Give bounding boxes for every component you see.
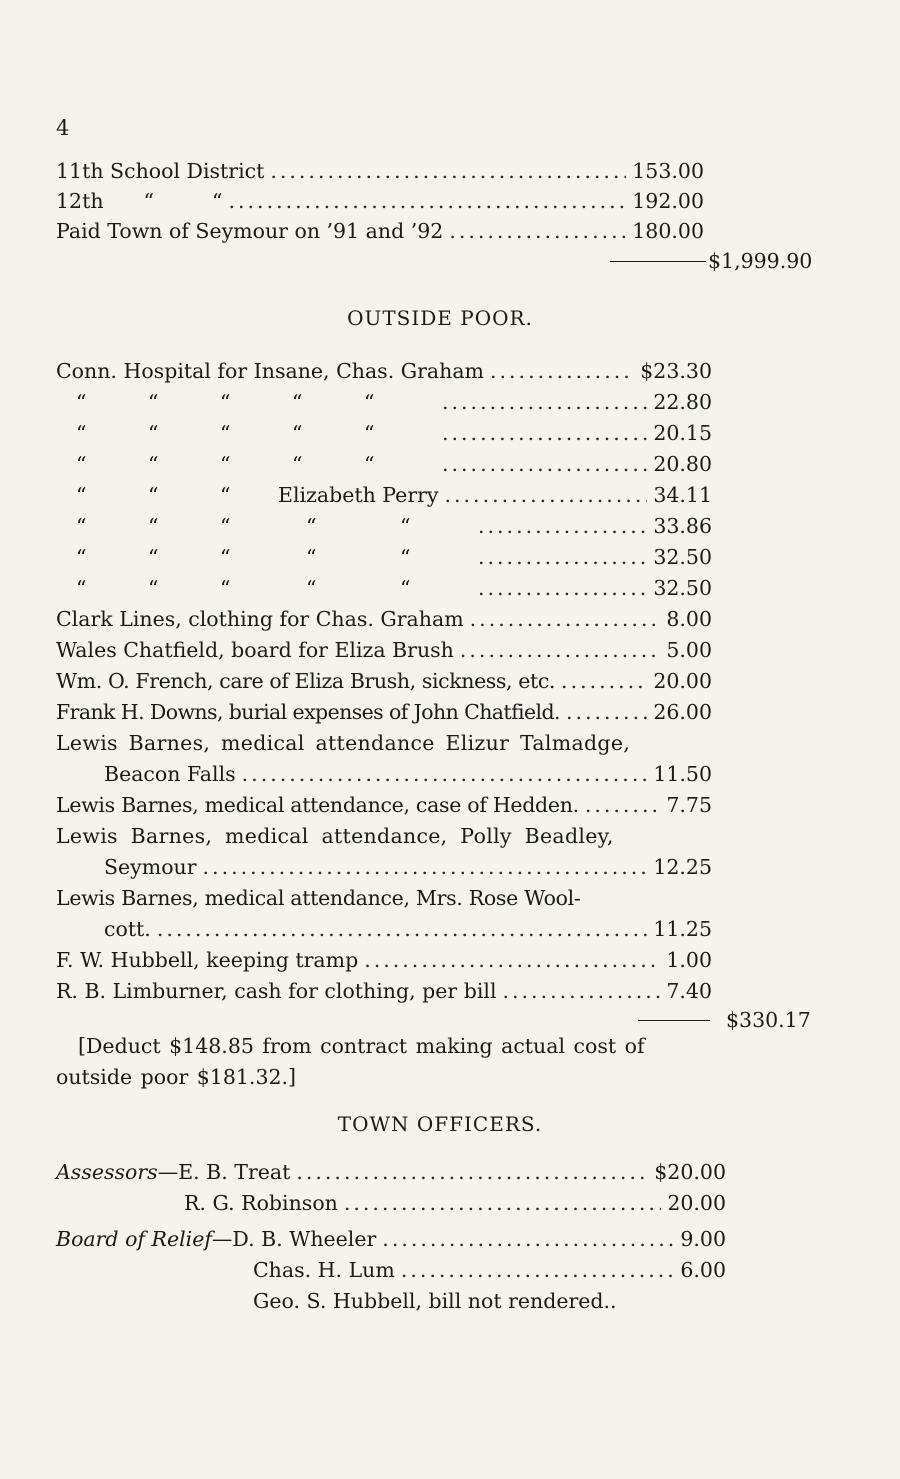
leader-dots (344, 1188, 661, 1218)
leader-dots (157, 914, 647, 944)
line-label: Lewis Barnes, medical attendance, case of Hedden. (56, 793, 579, 817)
ditto-mark: “ (400, 545, 411, 569)
ditto-mark: “ (364, 421, 375, 445)
ditto-group (76, 573, 472, 603)
ledger-line-ditto (76, 511, 712, 541)
officer-amount: 20.00 (667, 1191, 726, 1215)
ditto-mark: “ (400, 576, 411, 600)
leader-dots (382, 1224, 674, 1254)
leader-dots (449, 216, 626, 246)
ledger-line-clark-lines (56, 604, 712, 634)
line-amount: 20.00 (653, 669, 712, 693)
ledger-line-barnes-woolcott (56, 883, 712, 913)
page-number: 4 (56, 116, 70, 140)
line-label-continuation: Beacon Falls (104, 762, 236, 786)
line-label: Frank H. Downs, burial expenses of John Chatfield. (56, 700, 560, 724)
line-amount: 20.15 (653, 421, 712, 445)
leader-dots (478, 573, 647, 603)
leader-dots (442, 449, 647, 479)
line-amount: 26.00 (653, 700, 712, 724)
leader-dots (270, 156, 626, 186)
leader-dots (490, 356, 634, 386)
ditto-mark: “ (220, 421, 231, 445)
ditto-mark: “ (306, 514, 317, 538)
line-amount: 32.50 (653, 576, 712, 600)
line-label: Lewis Barnes, medical attendance, Mrs. Rose Wool- (56, 886, 581, 910)
line-amount: 8.00 (666, 607, 712, 631)
leader-dots (566, 697, 647, 727)
ledger-line-hospital (56, 356, 712, 386)
line-label: F. W. Hubbell, keeping tramp (56, 948, 359, 972)
leader-dots (503, 976, 661, 1006)
line-amount: 20.80 (653, 452, 712, 476)
total-rule (638, 1020, 710, 1021)
line-label: Lewis Barnes, medical attendance, Polly Beadley, (56, 824, 614, 848)
ditto-mark: “ (76, 514, 87, 538)
ditto-mark: “ (220, 576, 231, 600)
line-amount: 12.25 (653, 855, 712, 879)
officer-name: Geo. S. Hubbell, bill not rendered.. (253, 1289, 617, 1313)
ditto-mark: “ (212, 189, 223, 213)
ledger-line-ditto (76, 573, 712, 603)
ledger-line-hubbell-tramp (56, 945, 712, 975)
school-total-row (610, 246, 812, 276)
line-amount: 153.00 (632, 159, 704, 183)
line-amount: 192.00 (632, 189, 704, 213)
ditto-mark: “ (76, 545, 87, 569)
officer-name: E. B. Treat (178, 1160, 291, 1184)
ditto-mark: “ (148, 514, 159, 538)
line-label: Wm. O. French, care of Eliza Brush, sickness, etc. (56, 669, 556, 693)
ditto-mark: “ (148, 483, 159, 507)
ditto-mark: “ (220, 390, 231, 414)
board-of-relief-label: Board of Relief (56, 1227, 212, 1251)
line-amount: 34.11 (653, 483, 712, 507)
line-label: Elizabeth Perry (278, 483, 439, 507)
ledger-line-ditto (76, 418, 712, 448)
line-amount: 22.80 (653, 390, 712, 414)
line-label: Clark Lines, clothing for Chas. Graham (56, 607, 464, 631)
ledger-line-limburner (56, 976, 712, 1006)
ditto-mark: “ (148, 452, 159, 476)
ditto-mark: “ (148, 576, 159, 600)
assessors-label: Assessors (56, 1160, 158, 1184)
ledger-line-ditto (76, 387, 712, 417)
em-dash: — (211, 1227, 233, 1251)
line-amount: 5.00 (666, 638, 712, 662)
leader-dots (561, 666, 647, 696)
ledger-line-12th-school (56, 186, 704, 216)
line-amount: 32.50 (653, 545, 712, 569)
line-amount: $23.30 (640, 359, 712, 383)
line-label: Wales Chatfield, board for Eliza Brush (56, 638, 454, 662)
total-rule (610, 261, 706, 262)
ditto-mark: “ (76, 421, 87, 445)
ledger-line-assessor-robinson (184, 1188, 726, 1218)
line-label: Paid Town of Seymour on ’91 and ’92 (56, 219, 444, 243)
ledger-line-elizabeth-perry (76, 480, 712, 510)
line-label: 11th School District (56, 159, 265, 183)
ledger-line-11th-school (56, 156, 704, 186)
ledger-line-barnes-talmadge (56, 728, 712, 758)
ledger-line-barnes-beadley (56, 821, 712, 851)
ditto-mark: “ (220, 514, 231, 538)
outside-poor-total-row (638, 1005, 811, 1035)
em-dash: — (157, 1160, 179, 1184)
ledger-line-barnes-beadley-cont (104, 852, 712, 882)
section-heading-outside-poor: OUTSIDE POOR. (347, 306, 533, 330)
ditto-mark: “ (400, 514, 411, 538)
ditto-mark: “ (76, 483, 87, 507)
ditto-mark: “ (364, 390, 375, 414)
officer-name: D. B. Wheeler (232, 1227, 377, 1251)
line-label: Conn. Hospital for Insane, Chas. Graham (56, 359, 484, 383)
ledger-line-seymour (56, 216, 704, 246)
ditto-mark: “ (306, 576, 317, 600)
line-label: R. B. Limburner, cash for clothing, per bill (56, 979, 497, 1003)
ditto-mark: “ (148, 545, 159, 569)
ditto-mark: “ (148, 390, 159, 414)
ditto-mark: “ (76, 390, 87, 414)
leader-dots (445, 480, 648, 510)
leader-dots (203, 852, 648, 882)
ditto-mark: “ (143, 189, 155, 213)
ledger-line-frank-downs (56, 697, 712, 727)
ditto-group (76, 449, 436, 479)
line-amount: 33.86 (653, 514, 712, 538)
leader-dots (585, 790, 661, 820)
leader-dots (442, 418, 647, 448)
leader-dots (364, 945, 660, 975)
line-amount: 180.00 (632, 219, 704, 243)
ledger-line-assessor-treat (56, 1157, 726, 1187)
leader-dots (296, 1157, 648, 1187)
officer-name: Chas. H. Lum (253, 1258, 395, 1282)
ledger-line-board-hubbell (253, 1286, 726, 1316)
ditto-group (76, 387, 436, 417)
line-amount: 11.50 (653, 762, 712, 786)
ledger-line-board-wheeler (56, 1224, 726, 1254)
ditto-group (76, 542, 472, 572)
outside-poor-total: $330.17 (726, 1008, 811, 1032)
ledger-line-wales-chatfield (56, 635, 712, 665)
leader-dots (401, 1255, 675, 1285)
officer-amount: 9.00 (680, 1227, 726, 1251)
ditto-mark: “ (306, 545, 317, 569)
officer-name: R. G. Robinson (184, 1191, 338, 1215)
line-label-continuation: cott. (104, 917, 151, 941)
ditto-mark: “ (76, 452, 87, 476)
line-amount: 7.40 (666, 979, 712, 1003)
ledger-line-barnes-woolcott-cont (104, 914, 712, 944)
line-label-continuation: Seymour (104, 855, 197, 879)
ditto-mark: “ (220, 483, 231, 507)
ledger-line-wm-french (56, 666, 712, 696)
leader-dots (242, 759, 648, 789)
ledger-line-board-lum (253, 1255, 726, 1285)
school-total: $1,999.90 (708, 249, 813, 273)
ditto-group (76, 511, 472, 541)
ditto-group (76, 418, 436, 448)
line-amount: 11.25 (653, 917, 712, 941)
outside-poor-note: [Deduct $148.85 from contract making actual cost of outside poor $181.32.] (56, 1034, 645, 1089)
line-amount: 7.75 (666, 793, 712, 817)
ditto-mark: “ (292, 390, 303, 414)
ledger-line-barnes-hedden (56, 790, 712, 820)
ditto-mark: “ (220, 545, 231, 569)
ditto-mark: “ (364, 452, 375, 476)
leader-dots (478, 511, 647, 541)
ditto-mark: “ (148, 421, 159, 445)
ledger-line-ditto (76, 542, 712, 572)
ledger-line-ditto (76, 449, 712, 479)
ditto-mark: “ (220, 452, 231, 476)
ditto-mark: “ (292, 421, 303, 445)
line-label: Lewis Barnes, medical attendance Elizur Talmadge, (56, 731, 631, 755)
officer-amount: 6.00 (680, 1258, 726, 1282)
leader-dots (442, 387, 647, 417)
section-heading-town-officers: TOWN OFFICERS. (337, 1112, 543, 1136)
leader-dots (470, 604, 661, 634)
ditto-mark: “ (292, 452, 303, 476)
officer-amount: $20.00 (654, 1160, 726, 1184)
ditto-mark: “ (76, 576, 87, 600)
ledger-line-barnes-talmadge-cont (104, 759, 712, 789)
leader-dots (229, 186, 627, 216)
line-label: 12th (56, 189, 104, 213)
leader-dots (478, 542, 647, 572)
line-amount: 1.00 (666, 948, 712, 972)
leader-dots (460, 635, 660, 665)
ditto-group (76, 480, 278, 510)
